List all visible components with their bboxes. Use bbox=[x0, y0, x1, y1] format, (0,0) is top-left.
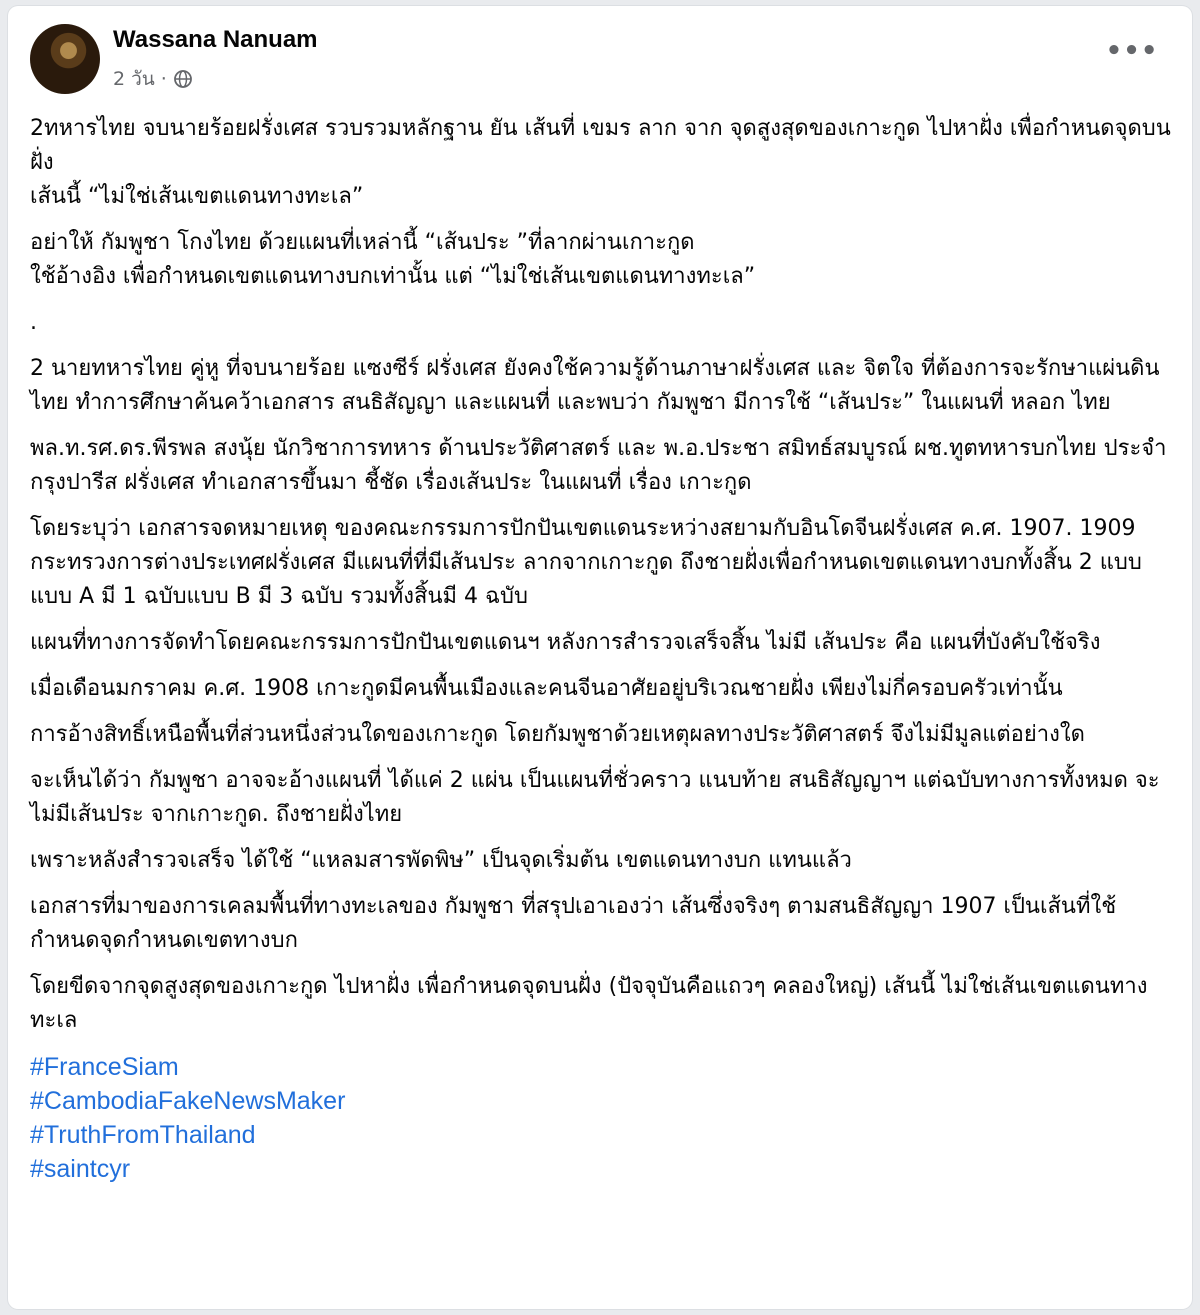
author-name[interactable]: Wassana Nanuam bbox=[113, 26, 318, 53]
paragraph: จะเห็นได้ว่า กัมพูชา อาจจะอ้างแผนที่ ได้แค่ 2 แผ่น เป็นแผนที่ชั่วคราว แนบท้าย สนธิสัญญาฯ แต่ฉบับทางการทั้งหมด จะไม่มีเส้นประ จากเกาะกูด. ถึงชายฝั่งไทย bbox=[30, 768, 1160, 827]
post-card bbox=[8, 6, 1192, 1309]
paragraph: อย่าให้ กัมพูชา โกงไทย ด้วยแผนที่เหล่านี้ “เส้นประ ”ที่ลากผ่านเกาะกูด bbox=[30, 230, 695, 255]
paragraph: . bbox=[30, 310, 37, 335]
paragraph: เส้นนี้ “ไม่ใช่เส้นเขตแดนทางทะเล” bbox=[30, 184, 364, 209]
hashtag-link[interactable]: #CambodiaFakeNewsMaker bbox=[30, 1087, 346, 1115]
post-time[interactable]: 2 วัน bbox=[113, 68, 155, 90]
paragraph: โดยขีดจากจุดสูงสุดของเกาะกูด ไปหาฝั่ง เพื่อกำหนดจุดบนฝั่ง (ปัจจุบันคือแถวๆ คลองใหญ่) เส้นนี้ ไม่ใช่เส้นเขตแดนทางทะเล bbox=[30, 974, 1148, 1033]
hashtag-link[interactable]: #saintcyr bbox=[30, 1155, 131, 1183]
more-options-icon[interactable]: ••• bbox=[1105, 36, 1159, 66]
paragraph: เอกสารที่มาของการเคลมพื้นที่ทางทะเลของ กัมพูชา ที่สรุปเอาเองว่า เส้นซึ่งจริงๆ ตามสนธิสัญญา 1907 เป็นเส้นที่ใช้กำหนดจุดกำหนดเขตทางบก bbox=[30, 894, 1117, 953]
hashtag-link[interactable]: #TruthFromThailand bbox=[30, 1121, 256, 1149]
paragraph: เพราะหลังสำรวจเสร็จ ได้ใช้ “แหลมสารพัดพิษ” เป็นจุดเริ่มต้น เขตแดนทางบก แทนแล้ว bbox=[30, 848, 852, 873]
paragraph: 2ทหารไทย จบนายร้อยฝรั่งเศส รวบรวมหลักฐาน ยัน เส้นที่ เขมร ลาก จาก จุดสูงสุดของเกาะกูด ไปหาฝั่ง เพื่อกำหนดจุดบนฝั่ง bbox=[30, 116, 1171, 175]
post-meta bbox=[113, 64, 193, 94]
paragraph: 2 นายทหารไทย คู่หู ที่จบนายร้อย แซงซีร์ ฝรั่งเศส ยังคงใช้ความรู้ด้านภาษาฝรั่งเศส และ จิตใจ ที่ต้องการจะรักษาแผ่นดินไทย ทำการศึกษาค้นคว้าเอกสาร สนธิสัญญา และแผนที่ และพบว่า กัมพูชา มีการใช้ “เส้นประ” ในแผนที่ หลอก ไทย bbox=[30, 356, 1160, 415]
paragraph: พล.ท.รศ.ดร.พีรพล สงนุ้ย นักวิชาการทหาร ด้านประวัติศาสตร์ และ พ.อ.ประชา สมิทธ์สมบูรณ์ ผช.ทูตทหารบกไทย ประจำกรุงปารีส ฝรั่งเศส ทำเอกสารขึ้นมา ชี้ชัด เรื่องเส้นประ ในแผนที่ เรื่อง เกาะกูด bbox=[30, 436, 1167, 495]
post-body bbox=[30, 112, 1180, 1186]
hashtag-list bbox=[30, 1050, 1180, 1186]
paragraph: แผนที่ทางการจัดทำโดยคณะกรรมการปักปันเขตแดนฯ หลังการสำรวจเสร็จสิ้น ไม่มี เส้นประ คือ แผนที่บังคับใช้จริง bbox=[30, 630, 1101, 655]
avatar[interactable] bbox=[30, 24, 100, 94]
paragraph: ใช้อ้างอิง เพื่อกำหนดเขตแดนทางบกเท่านั้น แต่ “ไม่ใช่เส้นเขตแดนทางทะเล” bbox=[30, 264, 756, 289]
paragraph: การอ้างสิทธิ์เหนือพื้นที่ส่วนหนึ่งส่วนใดของเกาะกูด โดยกัมพูชาด้วยเหตุผลทางประวัติศาสตร์ จึงไม่มีมูลแต่อย่างใด bbox=[30, 722, 1085, 747]
hashtag-link[interactable]: #FranceSiam bbox=[30, 1053, 179, 1081]
meta-separator: · bbox=[160, 68, 167, 90]
paragraph: โดยระบุว่า เอกสารจดหมายเหตุ ของคณะกรรมการปักปันเขตแดนระหว่างสยามกับอินโดจีนฝรั่งเศส ค.ศ. 1907. 1909 กระทรวงการต่างประเทศฝรั่งเศส มีแผนที่ที่มีเส้นประ ลากจากเกาะกูด ถึงชายฝั่งเพื่อกำหนดเขตแดนทางบกทั้งสิ้น 2 แบบ แบบ A มี 1 ฉบับแบบ B มี 3 ฉบับ รวมทั้งสิ้นมี 4 ฉบับ bbox=[30, 516, 1142, 609]
globe-icon[interactable] bbox=[173, 69, 193, 89]
paragraph: เมื่อเดือนมกราคม ค.ศ. 1908 เกาะกูดมีคนพื้นเมืองและคนจีนอาศัยอยู่บริเวณชายฝั่ง เพียงไม่กี่ครอบครัวเท่านั้น bbox=[30, 676, 1063, 701]
